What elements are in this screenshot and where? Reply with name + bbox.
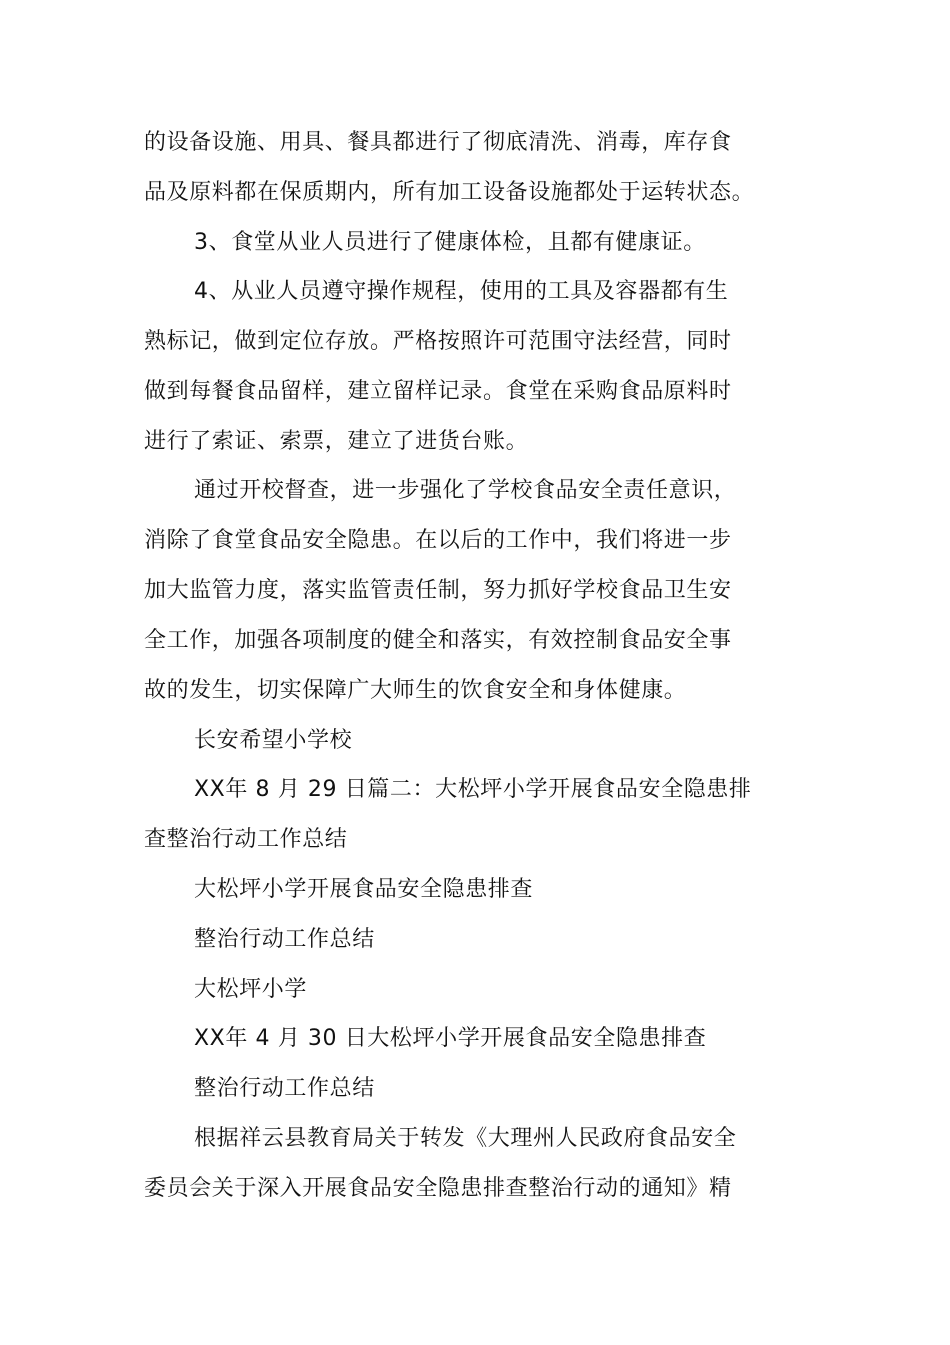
text-line: 加大监管力度，落实监管责任制，努力抓好学校食品卫生安 bbox=[144, 578, 732, 603]
text-line: 委员会关于深入开展食品安全隐患排查整治行动的通知》精 bbox=[144, 1176, 732, 1201]
signature-school: 长安希望小学校 bbox=[194, 728, 353, 753]
text-line: 查整治行动工作总结 bbox=[144, 827, 348, 852]
text-line: 全工作，加强各项制度的健全和落实，有效控制食品安全事 bbox=[144, 628, 732, 653]
text-line: 消除了食堂食品安全隐患。在以后的工作中，我们将进一步 bbox=[144, 528, 732, 553]
section-title: 整治行动工作总结 bbox=[194, 927, 375, 952]
text-line: 整治行动工作总结 bbox=[194, 1076, 375, 1101]
text-line: 4、从业人员遵守操作规程，使用的工具及容器都有生 bbox=[194, 279, 729, 304]
text-line: 3、食堂从业人员进行了健康体检，且都有健康证。 bbox=[194, 230, 706, 255]
text-line: 熟标记，做到定位存放。严格按照许可范围守法经营，同时 bbox=[144, 329, 732, 354]
text-line: 品及原料都在保质期内，所有加工设备设施都处于运转状态。 bbox=[144, 180, 755, 205]
text-line: 根据祥云县教育局关于转发《大理州人民政府食品安全 bbox=[194, 1126, 737, 1151]
text-line: 通过开校督查，进一步强化了学校食品安全责任意识， bbox=[194, 478, 737, 503]
text-line: XX年 4 月 30 日大松坪小学开展食品安全隐患排查 bbox=[194, 1026, 707, 1051]
text-line: 故的发生，切实保障广大师生的饮食安全和身体健康。 bbox=[144, 678, 687, 703]
text-line: 的设备设施、用具、餐具都进行了彻底清洗、消毒，库存食 bbox=[144, 130, 732, 155]
text-line: 进行了索证、索票，建立了进货台账。 bbox=[144, 429, 529, 454]
text-line: XX年 8 月 29 日篇二：大松坪小学开展食品安全隐患排 bbox=[194, 777, 752, 802]
section-title: 大松坪小学开展食品安全隐患排查 bbox=[194, 877, 534, 902]
author-school: 大松坪小学 bbox=[194, 977, 308, 1002]
text-line: 做到每餐食品留样，建立留样记录。食堂在采购食品原料时 bbox=[144, 379, 732, 404]
